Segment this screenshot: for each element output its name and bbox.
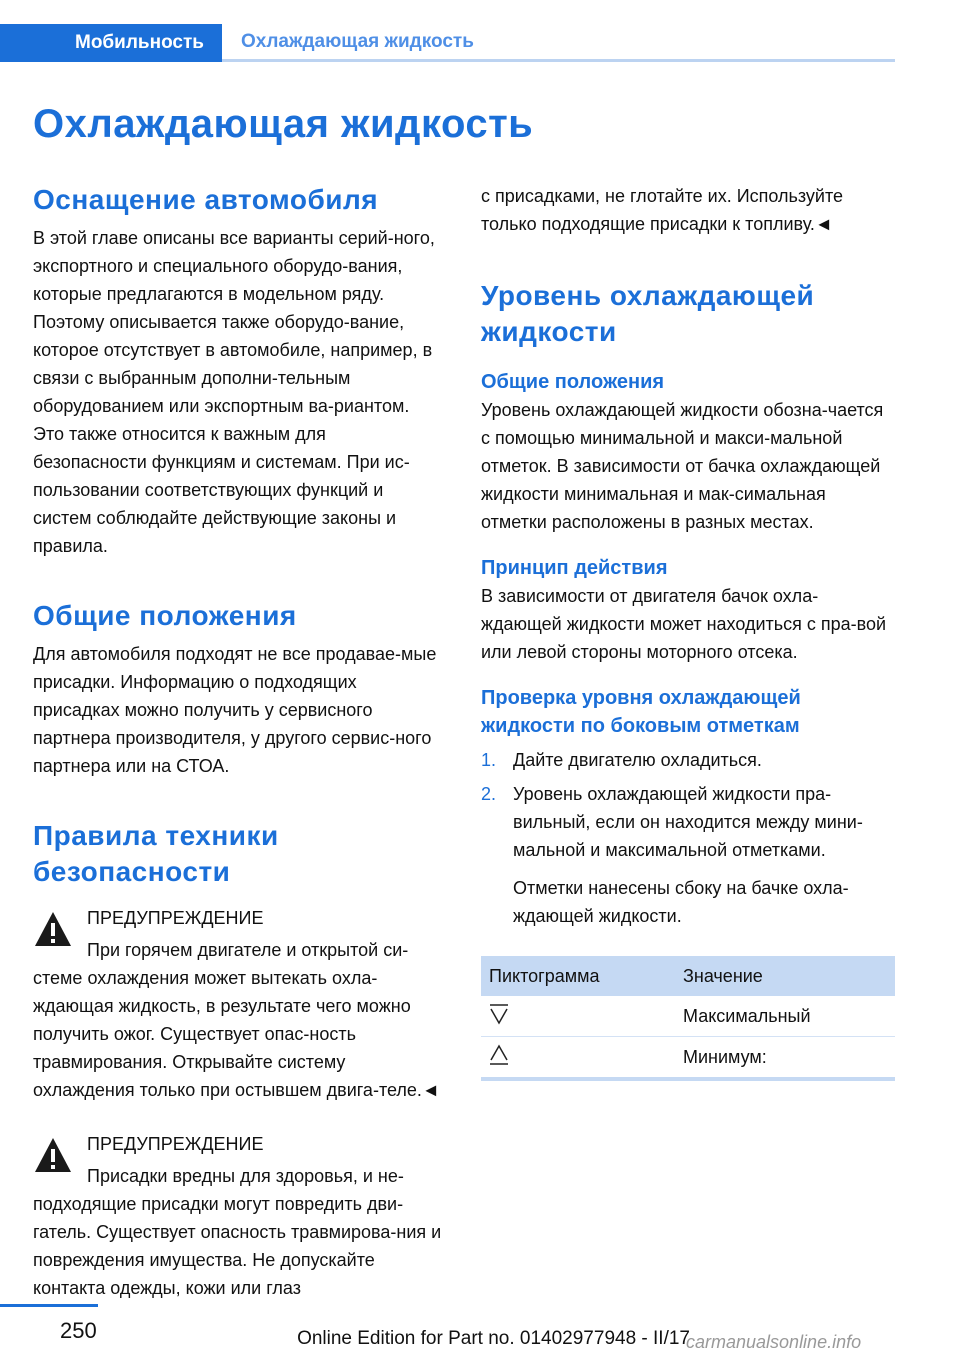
table-header-meaning: Значение bbox=[675, 956, 895, 996]
level-heading: Уровень охлаждающей жидкости bbox=[481, 280, 815, 347]
check-heading: Проверка уровня охлаждающей жидкости по боковым отметкам bbox=[481, 687, 801, 737]
max-mark-icon bbox=[489, 1003, 509, 1025]
step-text: Дайте двигателю охладиться. bbox=[513, 750, 762, 770]
general-text: Для автомобиля подходят не все продавае-мые присадки. Информацию о подходящих присадках можно получить у сервисного партнера производителя, у другого сервис-ного партнера или на СТОА. bbox=[33, 644, 437, 776]
page-number: 250 bbox=[60, 1318, 97, 1343]
continuation-text: с присадками, не глотайте их. Используйте только подходящие присадки к топливу.◄ bbox=[481, 186, 844, 234]
step-text: Уровень охлаждающей жидкости пра-вильный, если он находится между мини-мальной и максимальной отметками. bbox=[513, 784, 863, 860]
current-topic-label: Охлаждающая жидкость bbox=[241, 30, 474, 52]
min-mark-icon bbox=[489, 1044, 509, 1066]
table-cell-value: Максимальный bbox=[675, 996, 895, 1037]
section-tab-label: Мобильность bbox=[75, 32, 204, 53]
equipment-text: В этой главе описаны все варианты серий-ного, экспортного и специального оборудо-вания, которые предлагаются в модельном ряду. Поэтому описывается также оборудо-вание, которое отсутствует в автомобиле, например, в связи с выбранным дополни-тельным оборудованием или экспортным ва-риантом. Это также относится к важным для безопасности функциям и системам. При ис-пользовании соответствующих функций и систем соблюдайте действующие законы и правила. bbox=[33, 228, 435, 556]
current-topic-tab[interactable] bbox=[222, 24, 895, 62]
equipment-heading: Оснащение автомобиля bbox=[33, 184, 379, 215]
mark-table bbox=[481, 956, 895, 1081]
left-column bbox=[33, 182, 443, 1302]
step-number: 1. bbox=[481, 750, 497, 770]
right-column bbox=[481, 182, 895, 1081]
steps-list bbox=[481, 746, 895, 930]
table-row bbox=[481, 996, 895, 1037]
step-number: 2. bbox=[481, 784, 497, 804]
list-item-note bbox=[481, 874, 895, 930]
warning-2-title: ПРЕДУПРЕЖДЕНИЕ bbox=[87, 1134, 264, 1154]
step-note: Отметки нанесены сбоку на бачке охла-ждающей жидкости. bbox=[513, 878, 849, 926]
watermark: carmanualsonline.info bbox=[686, 1332, 862, 1352]
principle-text: В зависимости от двигателя бачок охла-ждающей жидкости может находиться с пра-вой или левой стороны моторного отсека. bbox=[481, 586, 887, 662]
warning-2-text: Присадки вредны для здоровья, и не-подходящие присадки могут повредить дви-гатель. Существует опасность травмирова-ния и повреждения имущества. Не допускайте контакта одежды, кожи или глаз bbox=[33, 1166, 442, 1298]
warning-1-text: При горячем двигателе и открытой си-стеме охлаждения может вытекать охла-ждающая жидкость, в результате чего можно получить ожог. Существует опас-ность травмирования. Открывайте систему охлаждения только при остывшем двига-теле.◄ bbox=[33, 940, 440, 1100]
page-title: Охлаждающая жидкость bbox=[33, 102, 534, 146]
list-item bbox=[481, 746, 895, 774]
level-general-text: Уровень охлаждающей жидкости обозна-чается с помощью минимальной и макси-мальной отметок. В зависимости от бачка охлаждающей жидкости минимальная и мак-симальная отметки расположены в разных местах. bbox=[481, 400, 884, 532]
table-header-pictogram: Пиктограмма bbox=[481, 956, 675, 996]
list-item bbox=[481, 780, 895, 864]
level-general-heading: Общие положения bbox=[481, 371, 665, 393]
principle-heading: Принцип действия bbox=[481, 557, 668, 579]
footer-rule bbox=[0, 1304, 98, 1307]
warning-triangle-icon bbox=[33, 1136, 73, 1176]
general-heading: Общие положения bbox=[33, 600, 297, 631]
table-row bbox=[481, 1037, 895, 1080]
edition-text: Online Edition for Part no. 01402977948 - II/17 bbox=[297, 1328, 690, 1349]
table-cell-value: Минимум: bbox=[675, 1037, 895, 1080]
section-tab[interactable] bbox=[0, 24, 222, 62]
warning-triangle-icon bbox=[33, 910, 73, 950]
safety-heading: Правила техники безопасности bbox=[33, 820, 279, 887]
warning-1-title: ПРЕДУПРЕЖДЕНИЕ bbox=[87, 908, 264, 928]
